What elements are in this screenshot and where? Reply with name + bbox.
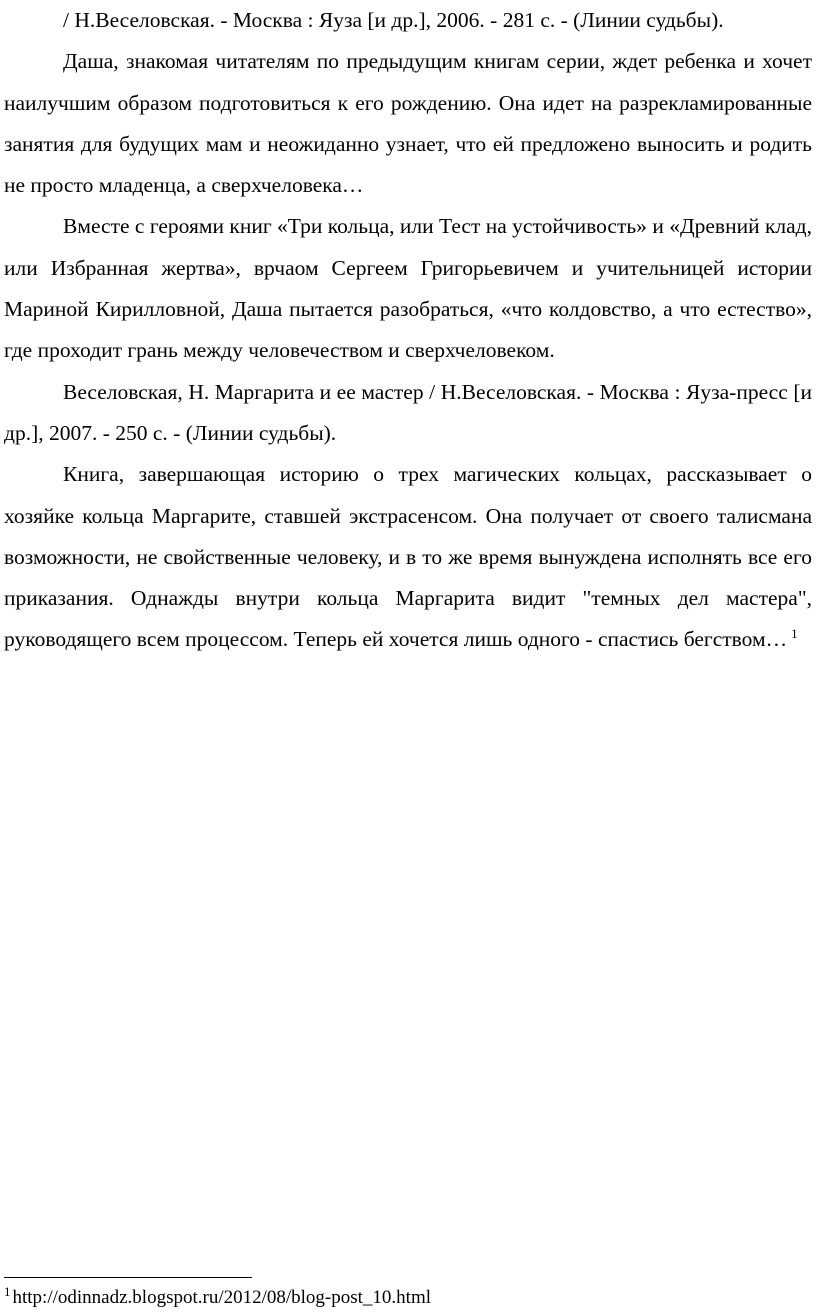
paragraph-bibliographic-entry: Веселовская, Н. Маргарита и ее мастер / Н.Веселовская. - Москва : Яуза-пресс [и др.], 2007. - 250 с. - (Линии судьбы). [4,379,812,445]
footnote-reference[interactable]: 1 [791,626,798,642]
paragraph-continuation: / Н.Веселовская. - Москва : Яуза [и др.], 2006. - 281 с. - (Линии судьбы). [63,8,724,32]
body-text [4,0,812,661]
footnote [4,1283,804,1310]
paragraph-annotation-1: Даша, знакомая читателям по предыдущим книгам серии, ждет ребенка и хочет наилучшим образом подготовиться к его рождению. Она идет на разрекламированные занятия для будущих мам и неожиданно узнает, что ей предложено выносить и родить не просто младенца, а сверхчеловека… [4,49,812,198]
paragraph-annotation-2: Вместе с героями книг «Три кольца, или Тест на устойчивость» и «Древний клад, или Избранная жертва», врчаом Сергеем Григорьевичем и учительницей истории Мариной Кирилловной, Даша пытается разобраться, «что колдовство, а что естество», где проходит грань между человечеством и сверхчеловеком. [4,214,812,363]
paragraph-annotation-3-text: Книга, завершающая историю о трех магических кольцах, рассказывает о хозяйке кольца Маргарите, ставшей экстрасенсом. Она получает от своего талисмана возможности, не свойственные человеку, и в то же время вынуждена исполнять все его приказания. Однажды внутри кольца Маргарита видит "темных дел мастера", руководящего всем процессом. Теперь ей хочется лишь одного - спастись бегством… [4,462,812,652]
paragraph-annotation-3 [4,454,812,660]
footnote-link[interactable]: http://odinnadz.blogspot.ru/2012/08/blog-post_10.html [12,1287,432,1308]
footnote-separator [4,1277,252,1278]
footnote-mark: 1 [4,1283,11,1299]
